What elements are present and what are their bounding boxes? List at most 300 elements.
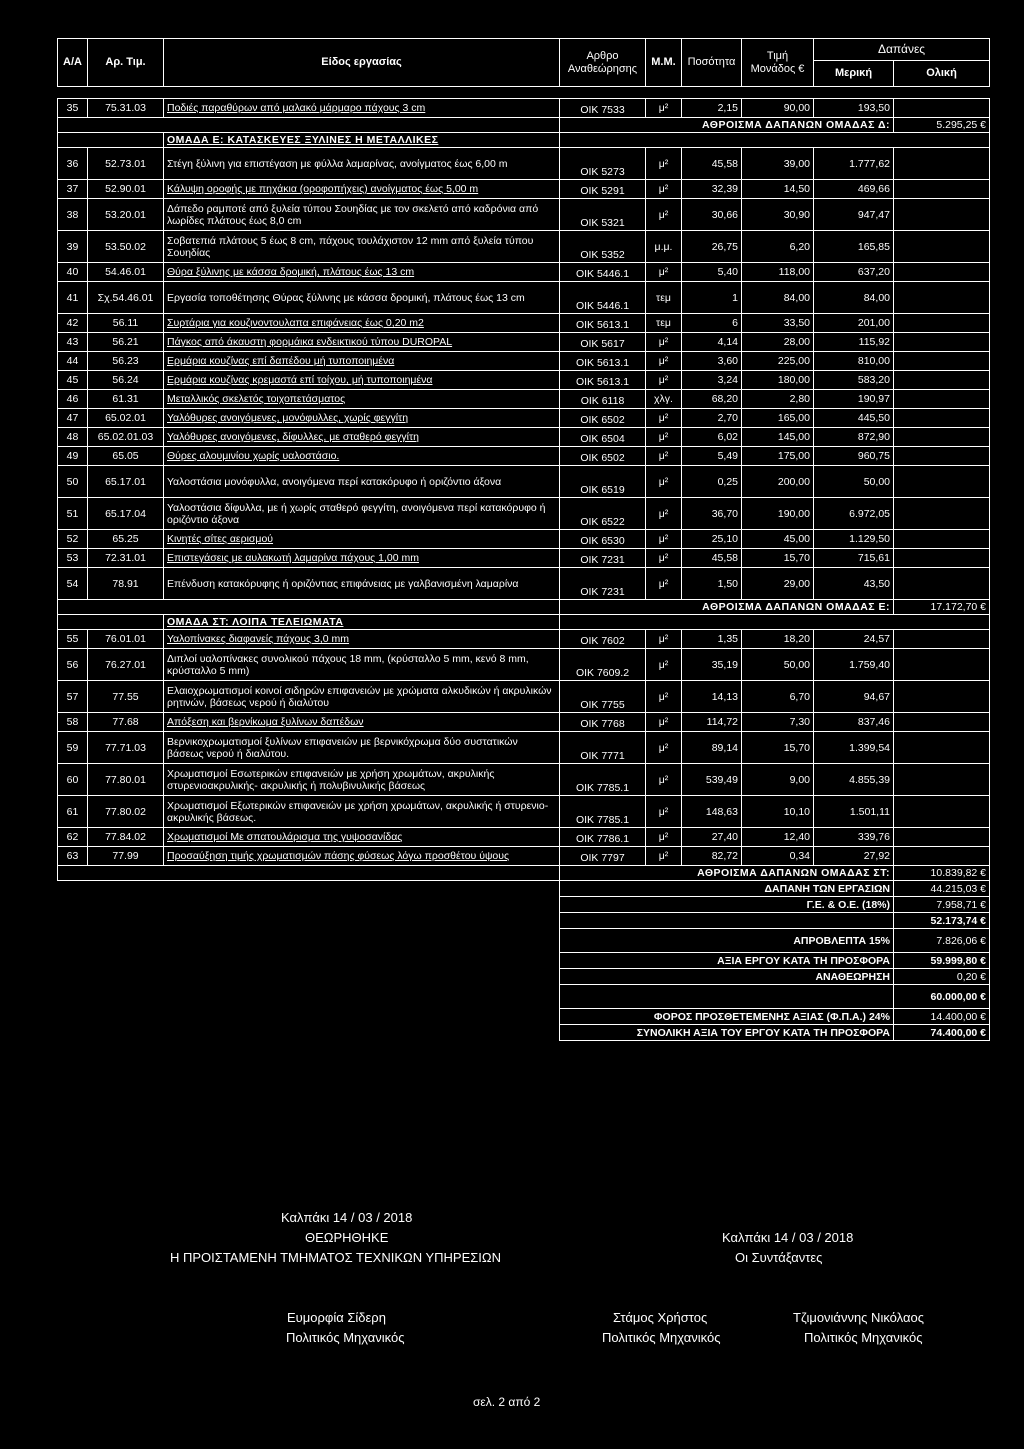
item-partial-cost: 960,75 [814,447,894,466]
item-unit: μ² [646,428,682,447]
item-quantity: 114,72 [682,713,742,732]
item-quantity: 45,58 [682,549,742,568]
row-empty [58,615,164,630]
total-row [58,881,990,897]
item-description: Εργασία τοποθέτησης Θύρας ξύλινης με κάσσα δρομική, πλάτους έως 13 cm [164,282,560,314]
item-quantity: 1 [682,282,742,314]
item-price-code: 77.55 [88,681,164,713]
item-revision-article: ΟΙΚ 5446.1 [560,282,646,314]
table-row [58,764,990,796]
item-description: Χρωματισμοί Με σπατουλάρισμα της γυψοσανίδας [164,828,560,847]
item-partial-cost: 84,00 [814,282,894,314]
total-label: ΑΠΡΟΒΛΕΠΤΑ 15% [560,929,894,953]
item-quantity: 30,66 [682,199,742,231]
table-row [58,409,990,428]
item-quantity: 0,25 [682,466,742,498]
item-description: Χρωματισμοί Εσωτερικών επιφανειών με χρήση χρωμάτων, ακρυλικής στυρενιοακρυλικής- ακρυλικής ή πολυβινυλικής βάσεως [164,764,560,796]
item-number: 38 [58,199,88,231]
item-unit-price: 225,00 [742,352,814,371]
group-sum-label: ΑΘΡΟΙΣΜΑ ΔΑΠΑΝΩΝ ΟΜΑΔΑΣ ΣΤ: [560,866,894,881]
table-row [58,99,990,118]
item-revision-article: ΟΙΚ 6118 [560,390,646,409]
item-number: 35 [58,99,88,118]
item-number: 40 [58,263,88,282]
item-description: Ερμάρια κουζίνας επί δαπέδου μή τυποποιημένα [164,352,560,371]
item-partial-cost: 190,97 [814,390,894,409]
item-price-code: 56.21 [88,333,164,352]
item-description: Συρτάρια για κουζινοντουλαπα επιφάνειας έως 0,20 m2 [164,314,560,333]
table-row [58,530,990,549]
item-unit-price: 84,00 [742,282,814,314]
total-row [58,969,990,985]
signer-3-title: Πολιτικός Μηχανικός [804,1330,923,1345]
item-total-cost [894,333,990,352]
item-description: Βερνικοχρωματισμοί ξυλίνων επιφανειών με βερνικόχρωμα δύο συστατικών βάσεως νερού ή διαλύτου. [164,732,560,764]
item-price-code: 65.17.01 [88,466,164,498]
total-value: 52.173,74 € [894,913,990,929]
item-partial-cost: 94,67 [814,681,894,713]
row-empty [560,615,990,630]
left-date: Καλπάκι 14 / 03 / 2018 [281,1210,413,1225]
item-unit-price: 18,20 [742,630,814,649]
item-description: Ποδιές παραθύρων από μαλακό μάρμαρο πάχους 3 cm [164,99,560,118]
total-value: 7.826,06 € [894,929,990,953]
table-row [58,447,990,466]
item-description: Σοβατεπιά πλάτους 5 έως 8 cm, πάχους τουλάχιστον 12 mm από ξυλεία τύπου Σουηδίας [164,231,560,263]
item-revision-article: ΟΙΚ 7231 [560,549,646,568]
total-spacer [58,985,560,1009]
col-timi: Τιμή Μονάδος € [742,39,814,87]
table-row [58,681,990,713]
item-number: 52 [58,530,88,549]
item-number: 50 [58,466,88,498]
item-unit: μ² [646,263,682,282]
item-unit-price: 2,80 [742,390,814,409]
item-partial-cost: 947,47 [814,199,894,231]
total-value: 0,20 € [894,969,990,985]
item-total-cost [894,447,990,466]
item-unit: μ² [646,352,682,371]
signer-1-name: Ευμορφία Σίδερη [287,1310,386,1325]
table-row [58,796,990,828]
item-revision-article: ΟΙΚ 7797 [560,847,646,866]
item-partial-cost: 1.129,50 [814,530,894,549]
item-price-code: 78.91 [88,568,164,600]
item-total-cost [894,530,990,549]
table-row [58,428,990,447]
group-title: ΟΜΑΔΑ Ε: ΚΑΤΑΣΚΕΥΕΣ ΞΥΛΙΝΕΣ Η ΜΕΤΑΛΛΙΚΕΣ [164,133,560,148]
left-seen: ΘΕΩΡΗΘΗΚΕ [305,1230,389,1245]
item-quantity: 2,15 [682,99,742,118]
item-unit-price: 50,00 [742,649,814,681]
item-price-code: 77.68 [88,713,164,732]
item-number: 61 [58,796,88,828]
item-revision-article: ΟΙΚ 7785.1 [560,764,646,796]
total-label: ΑΝΑΘΕΩΡΗΣΗ [560,969,894,985]
table-body [58,99,990,881]
group-sum-row [58,118,990,133]
item-unit-price: 15,70 [742,549,814,568]
item-partial-cost: 872,90 [814,428,894,447]
item-revision-article: ΟΙΚ 7785.1 [560,796,646,828]
item-quantity: 14,13 [682,681,742,713]
item-quantity: 148,63 [682,796,742,828]
item-partial-cost: 837,46 [814,713,894,732]
item-price-code: 76.27.01 [88,649,164,681]
page-number: σελ. 2 από 2 [473,1395,541,1409]
item-revision-article: ΟΙΚ 7768 [560,713,646,732]
item-unit-price: 145,00 [742,428,814,447]
item-quantity: 26,75 [682,231,742,263]
item-unit-price: 0,34 [742,847,814,866]
item-number: 62 [58,828,88,847]
item-total-cost [894,713,990,732]
col-aa: Α/Α [58,39,88,87]
item-number: 51 [58,498,88,530]
item-partial-cost: 24,57 [814,630,894,649]
item-price-code: 52.90.01 [88,180,164,199]
item-unit: μ² [646,333,682,352]
item-number: 53 [58,549,88,568]
total-spacer [58,969,560,985]
table-row [58,371,990,390]
item-quantity: 6 [682,314,742,333]
item-unit-price: 90,00 [742,99,814,118]
item-description: Θύρα ξύλινης με κάσσα δρομική, πλάτους έως 13 cm [164,263,560,282]
item-description: Υαλόθυρες ανοιγόμενες, μονόφυλλες, χωρίς φεγγίτη [164,409,560,428]
item-partial-cost: 50,00 [814,466,894,498]
item-description: Επένδυση κατακόρυφης ή οριζόντιας επιφάνειας με γαλβανισμένη λαμαρίνα [164,568,560,600]
table-row [58,847,990,866]
group-sum-row [58,866,990,881]
total-value: 60.000,00 € [894,985,990,1009]
item-unit-price: 30,90 [742,199,814,231]
total-row [58,913,990,929]
group-sum-row [58,600,990,615]
item-unit-price: 28,00 [742,333,814,352]
item-partial-cost: 4.855,39 [814,764,894,796]
item-partial-cost: 193,50 [814,99,894,118]
item-number: 44 [58,352,88,371]
item-unit-price: 29,00 [742,568,814,600]
item-total-cost [894,568,990,600]
item-partial-cost: 637,20 [814,263,894,282]
item-total-cost [894,263,990,282]
total-label [560,985,894,1009]
item-description: Κινητές σίτες αερισμού [164,530,560,549]
total-spacer [58,1009,560,1025]
right-role: Οι Συντάξαντες [735,1250,823,1265]
item-partial-cost: 43,50 [814,568,894,600]
item-partial-cost: 810,00 [814,352,894,371]
total-row [58,929,990,953]
item-price-code: 77.99 [88,847,164,866]
item-description: Δάπεδο ραμποτέ από ξυλεία τύπου Σουηδίας με τον σκελετό από καδρόνια από λωρίδες πλάτους έως 8,0 cm [164,199,560,231]
table-row [58,390,990,409]
item-unit-price: 6,70 [742,681,814,713]
item-unit: τεμ [646,282,682,314]
table-row [58,199,990,231]
item-partial-cost: 583,20 [814,371,894,390]
item-partial-cost: 115,92 [814,333,894,352]
item-total-cost [894,390,990,409]
item-description: Στέγη ξύλινη για επιστέγαση με φύλλα λαμαρίνας, ανοίγματος έως 6,00 m [164,148,560,180]
total-label: ΣΥΝΟΛΙΚΗ ΑΞΙΑ ΤΟΥ ΕΡΓΟΥ ΚΑΤΑ ΤΗ ΠΡΟΣΦΟΡΑ [560,1025,894,1041]
item-partial-cost: 201,00 [814,314,894,333]
item-number: 48 [58,428,88,447]
item-number: 47 [58,409,88,428]
item-total-cost [894,99,990,118]
item-revision-article: ΟΙΚ 5321 [560,199,646,231]
item-total-cost [894,148,990,180]
item-partial-cost: 165,85 [814,231,894,263]
item-unit-price: 200,00 [742,466,814,498]
item-revision-article: ΟΙΚ 7231 [560,568,646,600]
item-number: 59 [58,732,88,764]
item-price-code: 54.46.01 [88,263,164,282]
item-unit-price: 33,50 [742,314,814,333]
row-empty [58,133,164,148]
item-description: Πάγκος από άκαυστη φορμάικα ενδεικτικού τύπου DUROPAL [164,333,560,352]
item-price-code: 72.31.01 [88,549,164,568]
table-row [58,466,990,498]
item-revision-article: ΟΙΚ 5613.1 [560,371,646,390]
total-spacer [58,953,560,969]
col-oliki: Ολική [894,61,990,87]
item-unit: μ² [646,148,682,180]
item-total-cost [894,498,990,530]
item-quantity: 5,49 [682,447,742,466]
table-row [58,231,990,263]
item-quantity: 1,35 [682,630,742,649]
item-description: Απόξεση και βερνίκωμα ξυλίνων δαπέδων [164,713,560,732]
col-artim: Αρ. Τιμ. [88,39,164,87]
item-number: 58 [58,713,88,732]
item-partial-cost: 445,50 [814,409,894,428]
item-partial-cost: 715,61 [814,549,894,568]
total-spacer [58,913,560,929]
signer-2-name: Στάμος Χρήστος [613,1310,708,1325]
group-header-row [58,615,990,630]
item-total-cost [894,649,990,681]
item-number: 42 [58,314,88,333]
item-unit: μ² [646,828,682,847]
item-unit-price: 118,00 [742,263,814,282]
item-total-cost [894,828,990,847]
header-gap [58,87,990,99]
item-price-code: 77.80.02 [88,796,164,828]
item-unit: μ² [646,371,682,390]
item-quantity: 3,24 [682,371,742,390]
item-number: 57 [58,681,88,713]
total-row [58,1009,990,1025]
item-total-cost [894,231,990,263]
item-unit: μ² [646,630,682,649]
item-total-cost [894,314,990,333]
item-unit: χλγ. [646,390,682,409]
item-quantity: 1,50 [682,568,742,600]
table-row [58,498,990,530]
table-row [58,568,990,600]
item-unit: μ² [646,466,682,498]
item-description: Χρωματισμοί Εξωτερικών επιφανειών με χρήση χρωμάτων, ακρυλικής ή στυρενιο-ακρυλικής βάσεως. [164,796,560,828]
item-total-cost [894,180,990,199]
item-price-code: 65.02.01.03 [88,428,164,447]
item-price-code: 61.31 [88,390,164,409]
item-revision-article: ΟΙΚ 6502 [560,447,646,466]
right-date: Καλπάκι 14 / 03 / 2018 [722,1230,854,1245]
item-unit-price: 14,50 [742,180,814,199]
item-revision-article: ΟΙΚ 5613.1 [560,314,646,333]
item-number: 56 [58,649,88,681]
item-number: 49 [58,447,88,466]
total-spacer [58,929,560,953]
table-row [58,314,990,333]
item-unit: μ² [646,409,682,428]
signer-3-name: Τζιμονιάννης Νικόλαος [793,1310,924,1325]
item-description: Υαλόθυρες ανοιγόμενες, δίφυλλες, με σταθερό φεγγίτη [164,428,560,447]
item-unit-price: 180,00 [742,371,814,390]
item-revision-article: ΟΙΚ 5613.1 [560,352,646,371]
item-unit-price: 12,40 [742,828,814,847]
item-total-cost [894,847,990,866]
col-mm: Μ.Μ. [646,39,682,87]
item-quantity: 6,02 [682,428,742,447]
total-label: ΑΞΙΑ ΕΡΓΟΥ ΚΑΤΑ ΤΗ ΠΡΟΣΦΟΡΑ [560,953,894,969]
item-number: 45 [58,371,88,390]
table-row [58,148,990,180]
item-description: Ελαιοχρωματισμοί κοινοί σιδηρών επιφανειών με χρώματα αλκυδικών ή ακρυλικών ρητινών, βάσεως νερού ή διαλύτου [164,681,560,713]
item-quantity: 68,20 [682,390,742,409]
item-unit: μ² [646,498,682,530]
item-partial-cost: 1.759,40 [814,649,894,681]
item-total-cost [894,796,990,828]
item-number: 41 [58,282,88,314]
item-price-code: 75.31.03 [88,99,164,118]
item-unit-price: 39,00 [742,148,814,180]
table-row [58,282,990,314]
item-unit-price: 165,00 [742,409,814,428]
item-number: 54 [58,568,88,600]
item-quantity: 3,60 [682,352,742,371]
item-price-code: 56.23 [88,352,164,371]
total-value: 7.958,71 € [894,897,990,913]
table-row [58,180,990,199]
item-quantity: 5,40 [682,263,742,282]
item-unit-price: 15,70 [742,732,814,764]
item-partial-cost: 469,66 [814,180,894,199]
total-value: 59.999,80 € [894,953,990,969]
item-price-code: 56.11 [88,314,164,333]
group-sum-label: ΑΘΡΟΙΣΜΑ ΔΑΠΑΝΩΝ ΟΜΑΔΑΣ Δ: [560,118,894,133]
item-description: Υαλοστάσια δίφυλλα, με ή χωρίς σταθερό φεγγίτη, ανοιγόμενα περί κατακόρυφο ή οριζόντιο άξονα [164,498,560,530]
total-row [58,1025,990,1041]
item-revision-article: ΟΙΚ 5352 [560,231,646,263]
group-sum-value: 10.839,82 € [894,866,990,881]
item-total-cost [894,466,990,498]
total-value: 74.400,00 € [894,1025,990,1041]
item-total-cost [894,764,990,796]
total-row [58,897,990,913]
item-total-cost [894,282,990,314]
signer-2-title: Πολιτικός Μηχανικός [602,1330,721,1345]
item-total-cost [894,199,990,231]
total-label [560,913,894,929]
row-empty [58,118,560,133]
item-partial-cost: 1.501,11 [814,796,894,828]
item-unit: μ² [646,681,682,713]
item-description: Υαλοστάσια μονόφυλλα, ανοιγόμενα περί κατακόρυφο ή οριζόντιο άξονα [164,466,560,498]
item-description: Κάλυψη οροφής με πηχάκια (οροφοπήχεις) ανοίγματος έως 5,00 m [164,180,560,199]
table-row [58,649,990,681]
item-total-cost [894,428,990,447]
item-total-cost [894,371,990,390]
item-price-code: 53.20.01 [88,199,164,231]
item-unit: μ² [646,713,682,732]
total-label: ΔΑΠΑΝΗ ΤΩΝ ΕΡΓΑΣΙΩΝ [560,881,894,897]
row-empty [58,600,560,615]
item-unit: μ² [646,764,682,796]
item-revision-article: ΟΙΚ 5617 [560,333,646,352]
item-unit-price: 10,10 [742,796,814,828]
col-meriki: Μερική [814,61,894,87]
item-partial-cost: 27,92 [814,847,894,866]
group-title: ΟΜΑΔΑ ΣΤ: ΛΟΙΠΑ ΤΕΛΕΙΩΜΑΤΑ [164,615,560,630]
item-unit: μ² [646,796,682,828]
item-revision-article: ΟΙΚ 6504 [560,428,646,447]
item-number: 60 [58,764,88,796]
item-price-code: Σχ.54.46.01 [88,282,164,314]
total-value: 14.400,00 € [894,1009,990,1025]
item-total-cost [894,732,990,764]
item-number: 55 [58,630,88,649]
item-unit-price: 6,20 [742,231,814,263]
item-price-code: 65.05 [88,447,164,466]
item-price-code: 65.02.01 [88,409,164,428]
item-revision-article: ΟΙΚ 7786.1 [560,828,646,847]
table-row [58,828,990,847]
left-role: Η ΠΡΟΙΣΤΑΜΕΝΗ ΤΜΗΜΑΤΟΣ ΤΕΧΝΙΚΩΝ ΥΠΗΡΕΣΙΩΝ [170,1250,502,1265]
total-spacer [58,1025,560,1041]
item-revision-article: ΟΙΚ 7755 [560,681,646,713]
item-revision-article: ΟΙΚ 5446.1 [560,263,646,282]
table-row [58,549,990,568]
row-empty [58,866,560,881]
item-quantity: 4,14 [682,333,742,352]
item-number: 39 [58,231,88,263]
item-quantity: 539,49 [682,764,742,796]
total-label: ΦΟΡΟΣ ΠΡΟΣΘΕΤΕΜΕΝΗΣ ΑΞΙΑΣ (Φ.Π.Α.) 24% [560,1009,894,1025]
item-description: Επιστεγάσεις με αυλακωτή λαμαρίνα πάχους 1,00 mm [164,549,560,568]
item-price-code: 65.17.04 [88,498,164,530]
cost-table [57,38,990,1041]
item-unit: μ² [646,99,682,118]
item-description: Ερμάρια κουζίνας κρεμαστά επί τοίχου, μή τυποποιημένα [164,371,560,390]
item-total-cost [894,352,990,371]
signer-1-title: Πολιτικός Μηχανικός [286,1330,405,1345]
group-sum-value: 17.172,70 € [894,600,990,615]
total-spacer [58,881,560,897]
table-row [58,732,990,764]
item-revision-article: ΟΙΚ 6519 [560,466,646,498]
item-unit: μ² [646,530,682,549]
col-arthro: Αρθρο Αναθεώρησης [560,39,646,87]
item-total-cost [894,630,990,649]
item-revision-article: ΟΙΚ 7609.2 [560,649,646,681]
item-description: Θύρες αλουμινίου χωρίς υαλοστάσιο. [164,447,560,466]
table-row [58,630,990,649]
item-quantity: 45,58 [682,148,742,180]
